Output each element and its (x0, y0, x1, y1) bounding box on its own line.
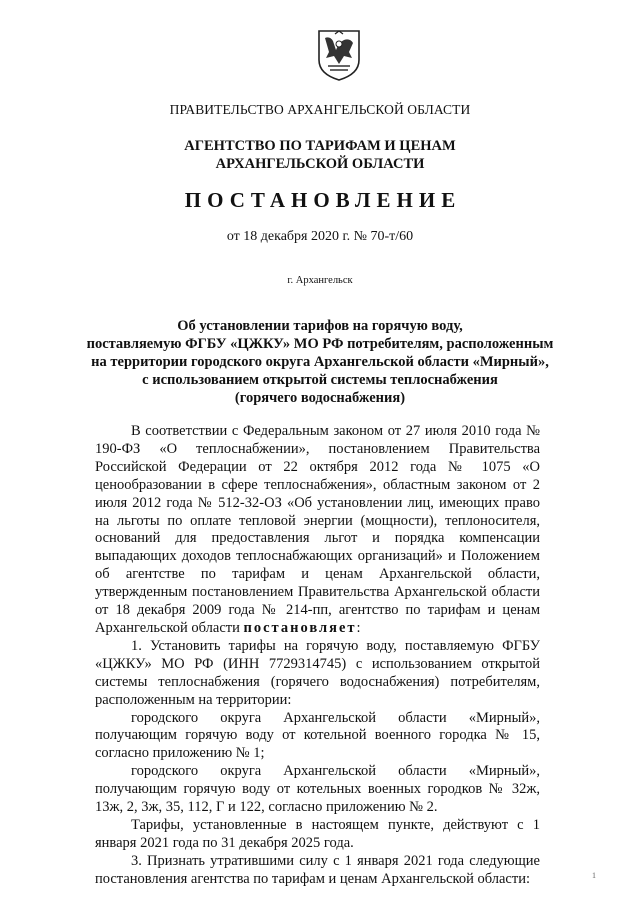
document-type: ПОСТАНОВЛЕНИЕ (184, 188, 462, 212)
document-title-line2: поставляемую ФГБУ «ЦЖКУ» МО РФ потребителям, расположенным (86, 336, 554, 352)
paragraph-preamble (95, 423, 540, 638)
preamble-text: В соответствии с Федеральным законом от 27 июля 2010 года № 190-ФЗ «О теплоснабжении», постановлением Правительства Российской Федерации от 22 октября 2012 года № 1075 «О ценообразовании в сфере теплоснабжения», областным законом от 2 июля 2012 года № 512-32-ОЗ «Об установлении лиц, имеющих право на льготы по оплате тепловой энергии (мощности), теплоносителя, оснований для предоставления льгот и порядка компенсации выпадающих доходов теплоснабжающих организаций» и Положением об агентстве по тарифам и ценам Архангельской области, утвержденным постановлением Правительства Архангельской области от 18 декабря 2009 года № 214-пп, агентство по тарифам и ценам Архангельской области (95, 423, 540, 636)
paragraph-territory-1: городского округа Архангельской области «Мирный», получающим горячую воду от котельной военного городка № 15, согласно приложению № 1; (95, 709, 540, 762)
document-title-line1: Об установлении тарифов на горячую воду, (177, 318, 463, 334)
document-date-number: от 18 декабря 2020 г. № 70-т/60 (226, 229, 414, 244)
document-title-line5: (горячего водоснабжения) (234, 390, 406, 406)
document-title-line3: на территории городского округа Архангельской области «Мирный», (91, 354, 549, 370)
preamble-resolves: постановляет (243, 619, 357, 636)
government-name: ПРАВИТЕЛЬСТВО АРХАНГЕЛЬСКОЙ ОБЛАСТИ (169, 102, 471, 117)
document-title-line4: с использованием открытой системы теплоснабжения (142, 372, 498, 388)
agency-name-line1: АГЕНТСТВО ПО ТАРИФАМ И ЦЕНАМ (184, 138, 456, 154)
paragraph-item-3: 3. Признать утратившими силу с 1 января 2021 года следующие постановления агентства по тарифам и ценам Архангельской области: (95, 852, 540, 887)
document-city: г. Архангельск (287, 275, 353, 286)
agency-name-line2: АРХАНГЕЛЬСКОЙ ОБЛАСТИ (215, 156, 425, 172)
paragraph-validity: Тарифы, установленные в настоящем пункте, действуют с 1 января 2021 года по 31 декабря 2025 года. (95, 816, 540, 851)
document-body (95, 423, 540, 889)
paragraph-item-1: 1. Установить тарифы на горячую воду, поставляемую ФГБУ «ЦЖКУ» МО РФ (ИНН 7729314745) с использованием открытой системы теплоснабжения (горячего водоснабжения) потребителям, расположенным на территории: (95, 637, 540, 708)
preamble-colon: : (356, 619, 361, 636)
paragraph-territory-2: городского округа Архангельской области «Мирный», получающим горячую воду от котельных военных городков № 32ж, 13ж, 2, 3ж, 35, 112, Г и 122, согласно приложению № 2. (95, 763, 540, 816)
coat-of-arms-icon (316, 28, 362, 82)
page-mark: 1 (592, 871, 596, 880)
